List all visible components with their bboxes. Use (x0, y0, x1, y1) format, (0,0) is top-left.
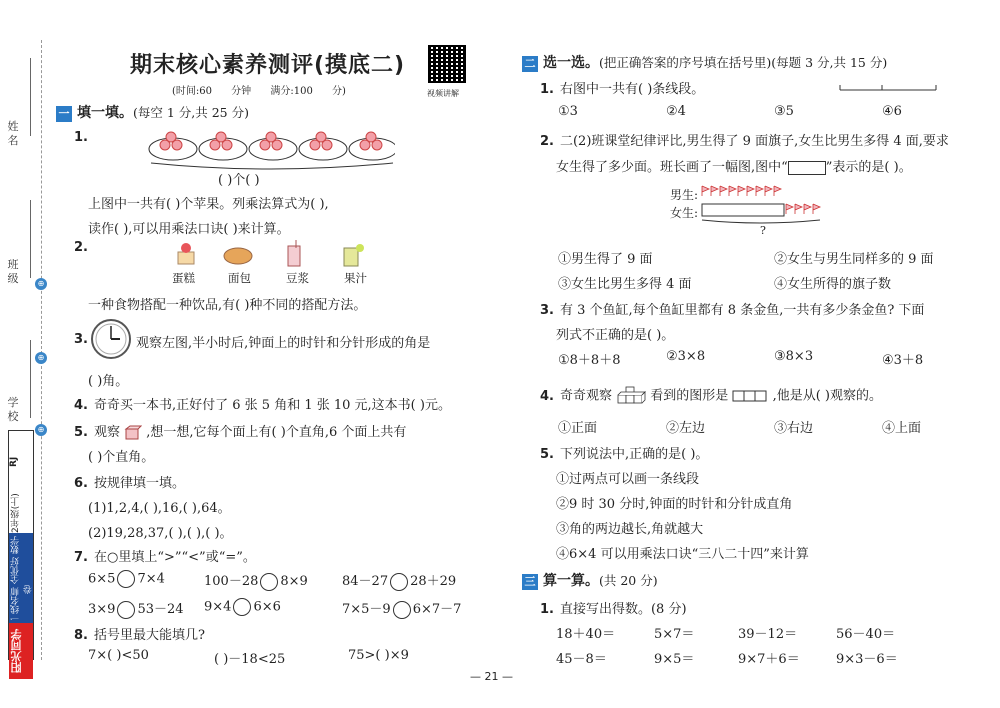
clock-icon (90, 318, 132, 360)
q3-text-line1: 观察左图,半小时后,钟面上的时针和分针形成的角是 (136, 336, 431, 351)
binding-school-label: 学校 (7, 396, 19, 423)
name-underline (30, 58, 31, 136)
q2-number: 2. (74, 240, 88, 255)
q8-title: 8. 括号里最大能填几? (74, 628, 205, 643)
brand-line: 一线名师 全优好卷 (11, 557, 34, 623)
s2-q2-opt: ③女生比男生多得 4 面 (558, 277, 692, 292)
s2-q5-opt: ④6×4 可以用乘法口诀“三八二十四”来计算 (556, 547, 809, 562)
compare-circle[interactable] (393, 601, 411, 619)
calc-item: 5×7＝ (654, 627, 695, 642)
section2-heading: 二 选一选。(把正确答案的序号填在括号里)(每题 3 分,共 15 分) (522, 52, 887, 72)
brand-grade-detail: 2年级(上) (9, 493, 33, 533)
q7-row2: 7×5－9 6×7－7 (342, 602, 462, 617)
q3-text-line2: ( )角。 (88, 374, 129, 389)
soymilk-icon (288, 240, 300, 266)
q7-row1: 84－27 28＋29 (342, 574, 457, 589)
page-number: — 21 — (470, 670, 513, 683)
s2-q1-opt: ④6 (882, 104, 902, 119)
apples-in-plates-image (145, 125, 395, 175)
s2-q2-opt: ①男生得了 9 面 (558, 252, 653, 267)
q6-line2: (2)19,28,37,( ),( ),( )。 (88, 526, 233, 541)
section-badge: 二 (522, 56, 538, 72)
boy-label: 男生: (670, 188, 699, 202)
binding-hole-icon: ⊕ (35, 352, 47, 364)
binding-hole-icon: ⊕ (35, 278, 47, 290)
s2-q2-opt: ②女生与男生同样多的 9 面 (774, 252, 934, 267)
calc-item: 18＋40＝ (556, 627, 616, 642)
s2-q5-opt: ③角的两边越长,角就越大 (556, 522, 704, 537)
food-label-juice: 果汁 (344, 271, 367, 285)
s2-q3-opt: ④3＋8 (882, 353, 924, 368)
brand-subject: 数学 (9, 533, 33, 557)
q4-text: 4. 奇奇买一本书,正好付了 6 张 5 角和 1 张 10 元,这本书( )元。 (74, 398, 451, 413)
section-badge: 三 (522, 574, 538, 590)
page-title: 期末核心素养测评(摸底二) (130, 53, 406, 78)
q3-number: 3. (74, 332, 88, 347)
brand-strip (8, 430, 34, 673)
s2-q4-opt: ③右边 (774, 421, 814, 436)
question-mark: ? (760, 224, 766, 237)
s3-q1-title: 1. 直接写出得数。(8 分) (540, 602, 687, 617)
q7-row1: 100－28 8×9 (204, 574, 308, 589)
section-badge: 一 (56, 106, 72, 122)
calc-item: 9×3－6＝ (836, 652, 898, 667)
q7-row1: 6×5 7×4 (88, 571, 165, 587)
s2-q5-opt: ②9 时 30 分时,钟面的时针和分针成直角 (556, 497, 793, 512)
q2-text: 一种食物搭配一种饮品,有( )种不同的搭配方法。 (88, 298, 367, 313)
compare-circle[interactable] (117, 570, 135, 588)
compare-circle[interactable] (390, 573, 408, 591)
qr-label: 视频讲解 (427, 89, 459, 98)
food-label-bread: 面包 (228, 271, 251, 285)
q1-blank-caption: ( )个( ) (218, 173, 260, 188)
binding-line (41, 40, 42, 660)
s2-q3-opt: ①8＋8＋8 (558, 353, 621, 368)
juice-icon (344, 244, 364, 266)
q8-item: 7×( )<50 (88, 648, 149, 663)
q6-title: 6. 按规律填一填。 (74, 476, 185, 491)
s2-q2-opt: ④女生所得的旗子数 (774, 277, 892, 292)
compare-circle[interactable] (117, 601, 135, 619)
qr-code-icon[interactable] (428, 45, 466, 83)
q8-item: ( )－18<25 (214, 652, 286, 667)
s2-q3-line1: 3. 有 3 个鱼缸,每个鱼缸里都有 8 条金鱼,一共有多少条金鱼? 下面 (540, 303, 925, 318)
s2-q3-opt: ②3×8 (666, 349, 706, 364)
s2-q5-opt: ①过两点可以画一条线段 (556, 472, 700, 487)
s2-q1-opt: ①3 (558, 104, 578, 119)
calc-item: 39－12＝ (738, 627, 798, 642)
q1-text-line2: 读作( ),可以用乘法口诀( )来计算。 (88, 222, 290, 237)
line-segment-figure (838, 82, 938, 94)
compare-circle[interactable] (260, 573, 278, 591)
s2-q4-opt: ①正面 (558, 421, 598, 436)
q6-line1: (1)1,2,4,( ),16,( ),64。 (88, 501, 231, 516)
s2-q2-line1: 2. 二(2)班课堂纪律评比,男生得了 9 面旗子,女生比男生多得 4 面,要求 (540, 134, 949, 149)
q8-item: 75>( )×9 (348, 648, 409, 663)
exam-meta: (时间:60 分钟 满分:100 分) (172, 86, 346, 97)
calc-item: 56－40＝ (836, 627, 896, 642)
girl-label: 女生: (670, 206, 699, 220)
brand-series: 阳光同学 (9, 623, 33, 679)
q1-text-line1: 上图中一共有( )个苹果。列乘法算式为( ), (88, 197, 329, 212)
class-underline (30, 200, 31, 278)
food-label-cake: 蛋糕 (172, 271, 195, 285)
school-underline (30, 340, 31, 418)
section3-heading: 三 算一算。(共 20 分) (522, 570, 658, 590)
s2-q1-opt: ③5 (774, 104, 794, 119)
cube-stack-icon (616, 383, 646, 409)
q7-title: 7. 在○里填上“>”“<”或“=”。 (74, 550, 256, 565)
flags-diagram (700, 182, 830, 230)
food-icons (170, 240, 380, 270)
calc-item: 9×5＝ (654, 652, 695, 667)
s2-q4-opt: ②左边 (666, 421, 706, 436)
binding-class-label: 班级 (7, 258, 19, 285)
box-icon (124, 425, 142, 441)
compare-circle[interactable] (233, 598, 251, 616)
calc-item: 45－8＝ (556, 652, 607, 667)
cake-icon (178, 243, 194, 264)
binding-hole-icon: ⊕ (35, 424, 47, 436)
front-view-icon (732, 389, 768, 403)
q5-text-line2: ( )个直角。 (88, 450, 155, 465)
bread-icon (224, 248, 252, 264)
calc-item: 9×7＋6＝ (738, 652, 800, 667)
q7-row2: 9×4 6×6 (204, 599, 281, 615)
food-label-soymilk: 豆浆 (286, 271, 309, 285)
section1-heading: 一 填一填。(每空 1 分,共 25 分) (56, 102, 249, 122)
s2-q1-text: 1. 右图中一共有( )条线段。 (540, 82, 705, 97)
s2-q5-title: 5. 下列说法中,正确的是( )。 (540, 447, 709, 462)
q1-number: 1. (74, 130, 88, 145)
bracket-box (788, 161, 826, 175)
brand-grade: RJ (9, 431, 33, 493)
s2-q3-line2: 列式不正确的是( )。 (556, 328, 675, 343)
s2-q3-opt: ③8×3 (774, 349, 814, 364)
binding-name-label: 姓名 (7, 120, 19, 147)
s2-q2-line2: 女生得了多少面。班长画了一幅图,图中“ ”表示的是( )。 (556, 160, 912, 175)
q5-text: 5. 观察 ,想一想,它每个面上有( )个直角,6 个面上共有 (74, 425, 407, 440)
q7-row2: 3×9 53－24 (88, 602, 184, 617)
s2-q4-text: 4. 奇奇观察 看到的图形是 ,他是从( )观察的。 (540, 383, 882, 409)
s2-q4-opt: ④上面 (882, 421, 922, 436)
s2-q1-opt: ②4 (666, 104, 686, 119)
